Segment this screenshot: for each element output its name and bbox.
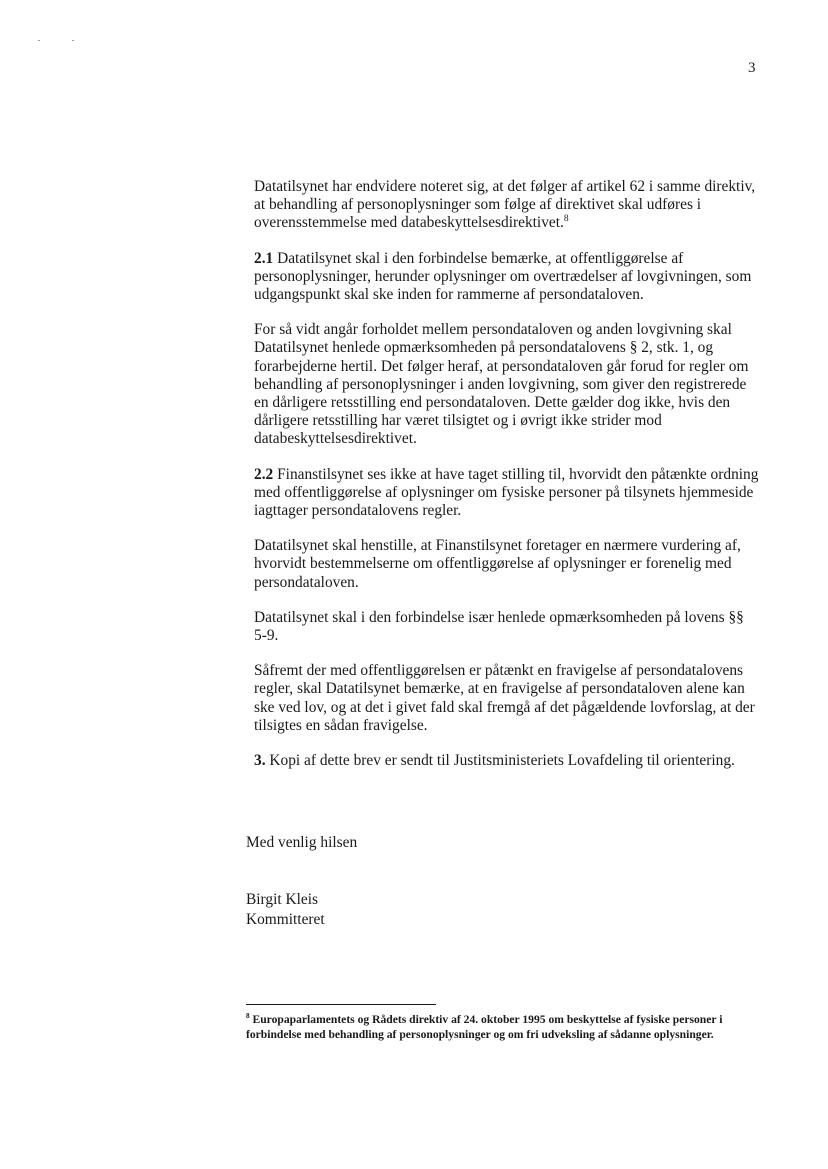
footnote-marker: 8 xyxy=(246,1012,250,1021)
section-number: 2.2 xyxy=(254,465,274,483)
footnote-divider xyxy=(246,1004,436,1005)
section-number: 2.1 xyxy=(254,249,274,267)
paragraph xyxy=(254,662,760,735)
footnote-text: Europaparlamentets og Rådets direktiv af 24. oktober 1995 om beskyttelse af fysiske personer i forbindelse med behandling af personoplysninger og om fri udveksling af sådanne oplysninger. xyxy=(246,1013,723,1041)
paragraph-text: Datatilsynet skal i den forbindelse især henlede opmærksomheden på lovens §§ 5-9. xyxy=(254,608,744,645)
paragraph-text: Datatilsynet har endvidere noteret sig, at det følger af artikel 62 i samme direktiv, at behandling af personoplysninger som følge af direktivet skal udføres i overensstemmelse med databeskyttelsesdirektivet. xyxy=(254,178,756,232)
signature-block xyxy=(246,890,325,930)
paragraph-text: Kopi af dette brev er sendt til Justitsministeriets Lovafdeling til orientering. xyxy=(269,752,735,770)
paragraph-text: Såfremt der med offentliggørelsen er påtænkt en fravigelse af persondatalovens regler, skal Datatilsynet bemærke, at en fravigelse af persondataloven alene kan ske ved lov, og at det i givet fald skal fremgå af det pågældende lovforslag, at der tilsigtes en sådan fravigelse. xyxy=(254,662,755,734)
paragraph xyxy=(254,752,760,770)
paragraph-text: For så vidt angår forholdet mellem persondataloven og anden lovgivning skal Datatilsynet henlede opmærksomheden på persondatalovens § 2, stk. 1, og forarbejderne hertil. Det følger heraf, at persondataloven går forud for regler om behandling af personoplysninger i anden lovgivning, som giver den registrerede en dårligere retsstilling end persondataloven. Dette gælder dog ikke, hvis den dårligere retsstilling har været tilsigtet og i øvrigt ikke strider mod databeskyttelsesdirektivet. xyxy=(254,321,749,448)
footnote-reference[interactable]: 8 xyxy=(563,213,569,225)
signatory-name: Birgit Kleis xyxy=(246,891,318,908)
paragraph xyxy=(254,466,760,521)
footnote xyxy=(246,1012,746,1042)
paragraph xyxy=(254,321,760,448)
section-number: 3. xyxy=(254,752,266,770)
paragraph xyxy=(254,250,760,305)
page-number: 3 xyxy=(748,60,756,76)
paragraph xyxy=(254,178,760,233)
scan-speck xyxy=(72,40,74,41)
paragraph-text: Datatilsynet skal henstille, at Finanstilsynet foretager en nærmere vurdering af, hvorvidt bestemmelserne om offentliggørelse af oplysninger er forenelig med persondataloven. xyxy=(254,537,741,591)
paragraph xyxy=(254,609,760,645)
signatory-title: Kommitteret xyxy=(246,911,325,928)
scan-speck xyxy=(38,40,40,41)
paragraph xyxy=(254,537,760,592)
letter-body xyxy=(254,178,760,787)
paragraph-text: Datatilsynet skal i den forbindelse bemærke, at offentliggørelse af personoplysninger, herunder oplysninger om overtrædelser af lovgivningen, som udgangspunkt skal ske inden for rammerne af persondataloven. xyxy=(254,249,752,304)
paragraph-text: Finanstilsynet ses ikke at have taget stilling til, hvorvidt den påtænkte ordning med offentliggørelse af oplysninger om fysiske personer på tilsynets hjemmeside iagttager persondatalovens regler. xyxy=(254,465,759,520)
closing-greeting: Med venlig hilsen xyxy=(246,834,358,851)
